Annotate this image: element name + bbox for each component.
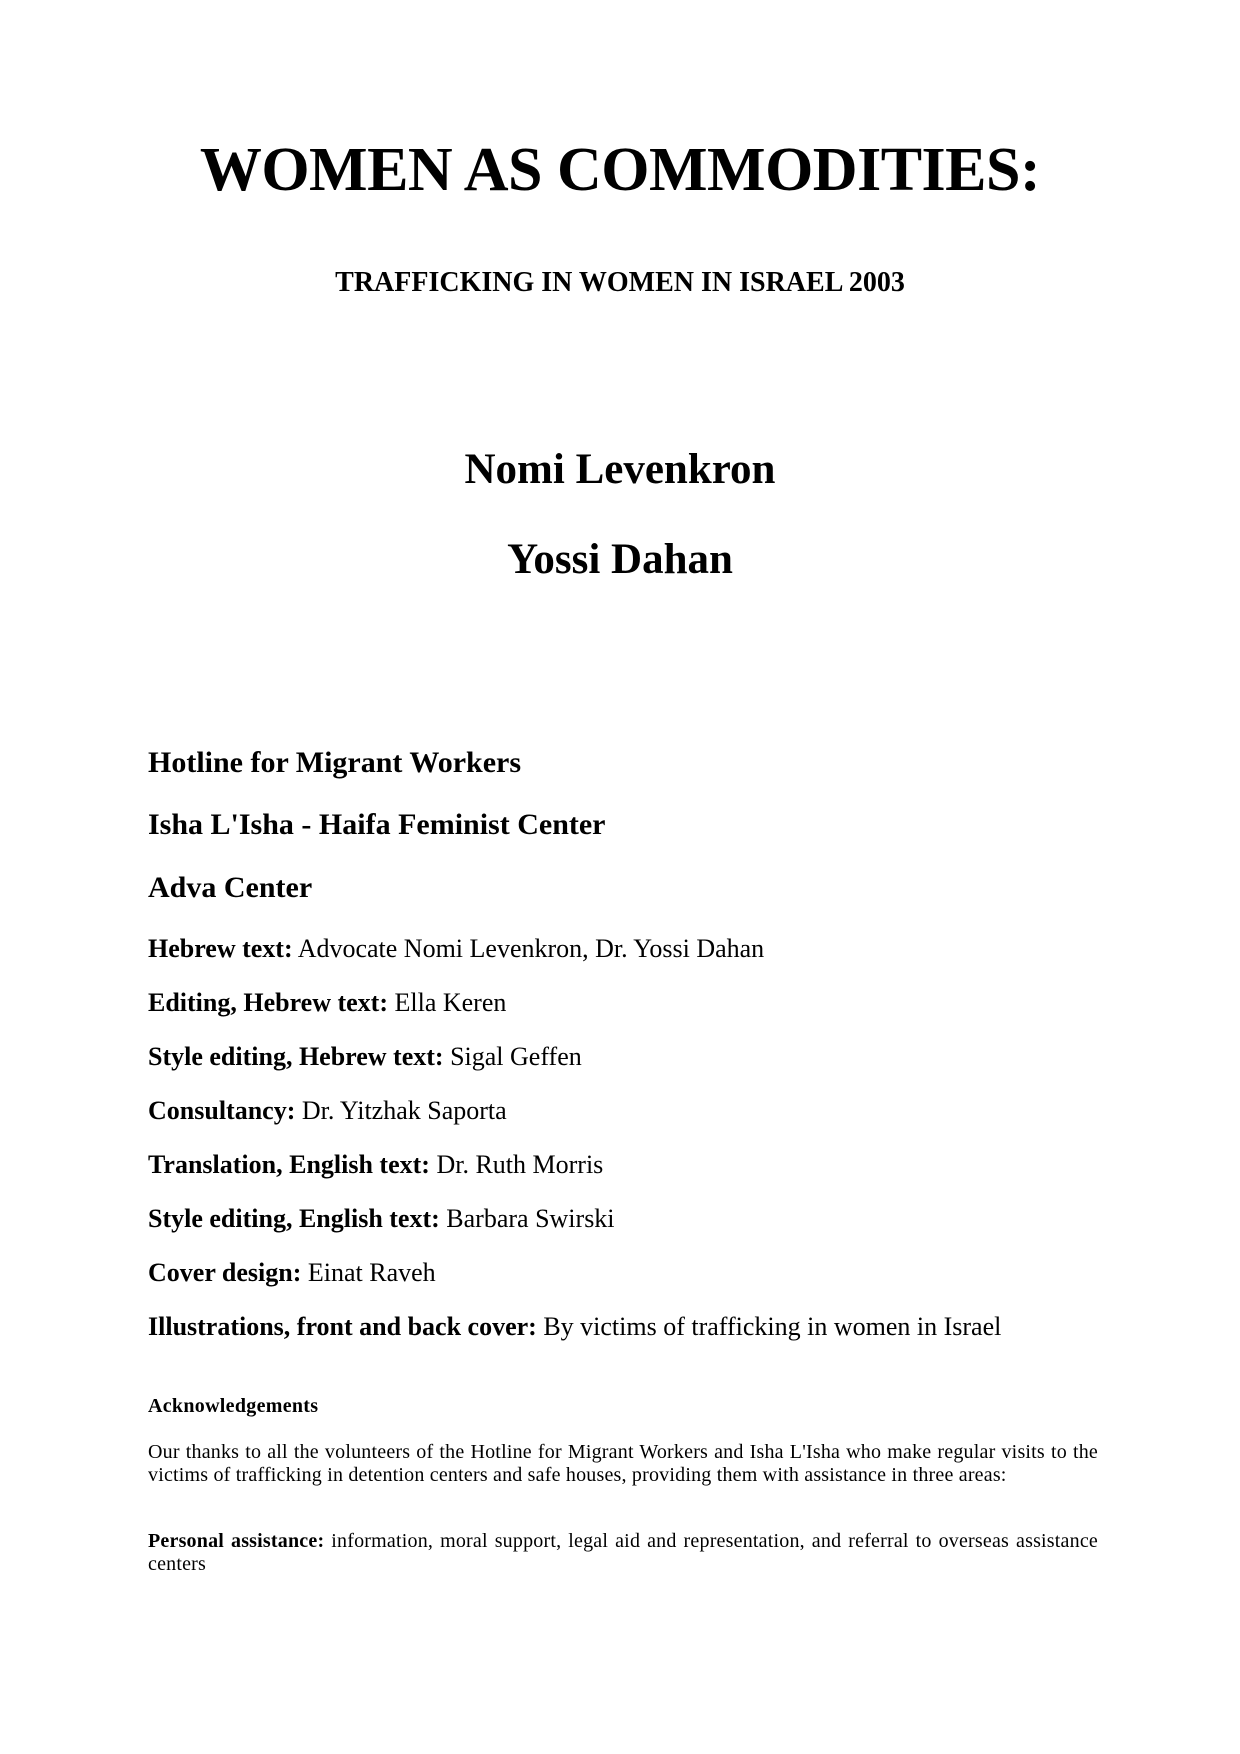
credit-label: Hebrew text: bbox=[148, 934, 293, 963]
credit-line bbox=[148, 987, 1108, 1041]
credit-line bbox=[148, 1149, 1108, 1203]
organization-name: Isha L'Isha - Haifa Feminist Center bbox=[148, 808, 606, 841]
acknowledgements-heading: Acknowledgements bbox=[148, 1395, 319, 1417]
credit-value: Sigal Geffen bbox=[443, 1042, 582, 1071]
credit-label: Cover design: bbox=[148, 1258, 302, 1287]
personal-assistance-label: Personal assistance: bbox=[148, 1530, 325, 1552]
document-subtitle: TRAFFICKING IN WOMEN IN ISRAEL 2003 bbox=[335, 267, 905, 298]
author-name: Yossi Dahan bbox=[507, 536, 733, 583]
credit-label: Illustrations, front and back cover: bbox=[148, 1312, 537, 1341]
credit-line bbox=[148, 1041, 1108, 1095]
organization-name: Adva Center bbox=[148, 871, 313, 904]
credit-value: Dr. Ruth Morris bbox=[429, 1150, 604, 1179]
credit-label: Editing, Hebrew text: bbox=[148, 988, 388, 1017]
credit-label: Consultancy: bbox=[148, 1096, 296, 1125]
credit-value: By victims of trafficking in women in Israel bbox=[536, 1312, 1002, 1341]
document-title: WOMEN AS COMMODITIES: bbox=[199, 136, 1041, 204]
credit-value: Dr. Yitzhak Saporta bbox=[295, 1096, 507, 1125]
credit-line bbox=[148, 1095, 1108, 1149]
credits-list bbox=[148, 933, 1108, 1365]
author-name: Nomi Levenkron bbox=[464, 446, 776, 493]
credit-value: Advocate Nomi Levenkron, Dr. Yossi Dahan bbox=[292, 934, 765, 963]
credit-label: Style editing, Hebrew text: bbox=[148, 1042, 444, 1071]
credit-label: Translation, English text: bbox=[148, 1150, 430, 1179]
credit-line bbox=[148, 933, 1108, 987]
personal-assistance-paragraph bbox=[148, 1530, 1098, 1576]
credit-line bbox=[148, 1311, 1108, 1365]
credit-line bbox=[148, 1203, 1108, 1257]
organization-name: Hotline for Migrant Workers bbox=[148, 746, 522, 779]
credit-value: Ella Keren bbox=[388, 988, 507, 1017]
personal-assistance-text: information, moral support, legal aid and representation, and referral to overseas assistance centers bbox=[148, 1530, 1098, 1575]
acknowledgements-paragraph: Our thanks to all the volunteers of the Hotline for Migrant Workers and Isha L'Isha who make regular visits to the victims of trafficking in detention centers and safe houses, providing them with assistance in three areas: bbox=[148, 1441, 1098, 1486]
credit-value: Einat Raveh bbox=[301, 1258, 436, 1287]
credit-value: Barbara Swirski bbox=[439, 1204, 615, 1233]
credit-line bbox=[148, 1257, 1108, 1311]
credit-label: Style editing, English text: bbox=[148, 1204, 440, 1233]
